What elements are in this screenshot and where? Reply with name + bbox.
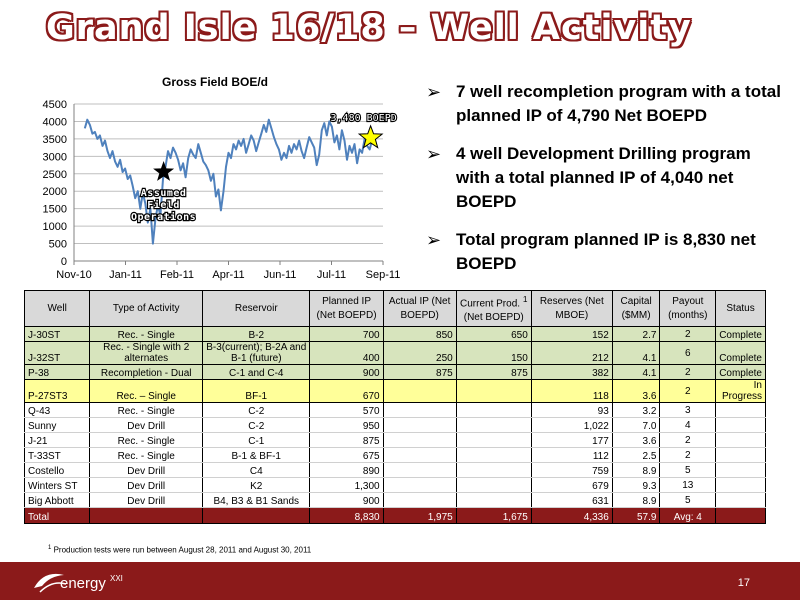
cell-capital: 8.9 bbox=[612, 493, 660, 508]
cell-reserves: 382 bbox=[531, 365, 612, 380]
bullet-text: 7 well recompletion program with a total planned IP of 4,790 Net BOEPD bbox=[456, 82, 781, 125]
cell-status bbox=[716, 403, 766, 418]
production-chart bbox=[0, 68, 420, 283]
y-tick-label: 0 bbox=[60, 256, 67, 268]
y-tick-label: 1000 bbox=[42, 221, 67, 234]
header-current-unit: (Net BOEPD) bbox=[463, 312, 524, 324]
cell-payout: 6 bbox=[660, 342, 716, 365]
cell-payout: 2 bbox=[660, 380, 716, 403]
cell-payout: 4 bbox=[660, 418, 716, 433]
bullet-list bbox=[426, 80, 786, 290]
cell-activity: Rec. - Single bbox=[90, 403, 203, 418]
logo-wordmark: energy bbox=[60, 575, 106, 592]
cell-actual bbox=[383, 380, 456, 403]
cell-well: Winters ST bbox=[25, 478, 90, 493]
cell-well: Big Abbott bbox=[25, 493, 90, 508]
cell-reservoir: C-2 bbox=[203, 418, 310, 433]
cell-activity: Rec. - Single bbox=[90, 433, 203, 448]
cell-reserves: 177 bbox=[531, 433, 612, 448]
bullet-item bbox=[426, 228, 786, 276]
table-row bbox=[25, 493, 766, 508]
cell-current: 650 bbox=[456, 327, 531, 342]
bullet-text: Total program planned IP is 8,830 net BOEPD bbox=[456, 230, 756, 273]
table-row bbox=[25, 365, 766, 380]
total-empty-cell bbox=[90, 508, 203, 524]
header-status: Status bbox=[716, 291, 766, 327]
cell-status bbox=[716, 433, 766, 448]
cell-capital: 2.5 bbox=[612, 448, 660, 463]
cell-activity: Rec. – Single bbox=[90, 380, 203, 403]
cell-planned: 1,300 bbox=[310, 478, 383, 493]
bullet-text: 4 well Development Drilling program with a total planned IP of 4,040 net BOEPD bbox=[456, 144, 751, 211]
cell-reserves: 631 bbox=[531, 493, 612, 508]
footnote bbox=[48, 545, 311, 555]
cell-payout: 13 bbox=[660, 478, 716, 493]
chart-title: Gross Field BOE/d bbox=[161, 75, 269, 89]
cell-current bbox=[456, 463, 531, 478]
cell-planned: 670 bbox=[310, 380, 383, 403]
y-axis-ticks bbox=[43, 99, 67, 268]
cell-current bbox=[456, 448, 531, 463]
cell-current bbox=[456, 380, 531, 403]
cell-planned: 900 bbox=[310, 365, 383, 380]
energy-xxi-logo bbox=[30, 566, 150, 596]
cell-well: J-30ST bbox=[25, 327, 90, 342]
cell-payout: 3 bbox=[660, 403, 716, 418]
x-tick-label: Jul-11 bbox=[316, 269, 347, 281]
cell-status: Complete bbox=[716, 327, 766, 342]
table-header-row bbox=[25, 291, 766, 327]
annotation-label: 3,480 BOEPD bbox=[330, 112, 397, 124]
cell-actual bbox=[383, 493, 456, 508]
cell-well: P-38 bbox=[25, 365, 90, 380]
x-tick-label: Sep-11 bbox=[365, 269, 401, 281]
bullet-item bbox=[426, 142, 786, 214]
chart-annotations bbox=[131, 113, 397, 223]
cell-capital: 3.6 bbox=[612, 380, 660, 403]
cell-planned: 570 bbox=[310, 403, 383, 418]
header-payout: Payout (months) bbox=[660, 291, 716, 327]
header-reservoir: Reservoir bbox=[203, 291, 310, 327]
cell-well: Sunny bbox=[25, 418, 90, 433]
table-row bbox=[25, 418, 766, 433]
cell-planned: 400 bbox=[310, 342, 383, 365]
header-current-label: Current Prod. bbox=[460, 298, 521, 310]
cell-activity: Dev Drill bbox=[90, 478, 203, 493]
table-row bbox=[25, 448, 766, 463]
total-actual: 1,975 bbox=[383, 508, 456, 524]
cell-actual bbox=[383, 418, 456, 433]
well-activity-table bbox=[24, 290, 766, 524]
x-tick-label: Feb-11 bbox=[159, 269, 195, 281]
y-tick-label: 500 bbox=[48, 238, 67, 251]
page-number: 17 bbox=[737, 577, 750, 589]
cell-planned: 890 bbox=[310, 463, 383, 478]
cell-reservoir: B-1 & BF-1 bbox=[203, 448, 310, 463]
cell-reservoir: K2 bbox=[203, 478, 310, 493]
cell-status: Complete bbox=[716, 365, 766, 380]
cell-well: Costello bbox=[25, 463, 90, 478]
cell-current bbox=[456, 478, 531, 493]
cell-status bbox=[716, 478, 766, 493]
annotation-label: Assumed bbox=[140, 188, 187, 200]
header-well: Well bbox=[25, 291, 90, 327]
series-line bbox=[85, 120, 372, 244]
cell-capital: 4.1 bbox=[612, 342, 660, 365]
cell-well: J-21 bbox=[25, 433, 90, 448]
header-current-prod bbox=[456, 291, 531, 327]
cell-current: 150 bbox=[456, 342, 531, 365]
cell-activity: Dev Drill bbox=[90, 493, 203, 508]
cell-current bbox=[456, 403, 531, 418]
cell-status bbox=[716, 493, 766, 508]
cell-payout: 5 bbox=[660, 493, 716, 508]
x-tick-label: Jun-11 bbox=[263, 269, 297, 281]
footnote-text: Production tests were run between August 28, 2011 and August 30, 2011 bbox=[53, 545, 312, 555]
cell-reservoir: C4 bbox=[203, 463, 310, 478]
cell-payout: 2 bbox=[660, 327, 716, 342]
cell-activity: Rec. - Single with 2 alternates bbox=[90, 342, 203, 365]
header-planned-ip: Planned IP (Net BOEPD) bbox=[310, 291, 383, 327]
y-tick-label: 1500 bbox=[42, 203, 67, 216]
x-axis-ticks bbox=[56, 261, 400, 281]
total-current: 1,675 bbox=[456, 508, 531, 524]
table-row bbox=[25, 380, 766, 403]
cell-status: In Progress bbox=[716, 380, 766, 403]
table-row bbox=[25, 327, 766, 342]
arrow-bullet-icon: ➢ bbox=[426, 82, 442, 103]
cell-current bbox=[456, 493, 531, 508]
y-tick-label: 3500 bbox=[42, 133, 67, 146]
cell-actual bbox=[383, 433, 456, 448]
cell-actual bbox=[383, 403, 456, 418]
table-row bbox=[25, 433, 766, 448]
total-capital: 57.9 bbox=[612, 508, 660, 524]
cell-status bbox=[716, 448, 766, 463]
cell-current bbox=[456, 433, 531, 448]
cell-reserves: 118 bbox=[531, 380, 612, 403]
cell-reserves: 112 bbox=[531, 448, 612, 463]
cell-reserves: 759 bbox=[531, 463, 612, 478]
cell-capital: 8.9 bbox=[612, 463, 660, 478]
cell-capital: 4.1 bbox=[612, 365, 660, 380]
cell-reservoir: C-2 bbox=[203, 403, 310, 418]
cell-capital: 3.2 bbox=[612, 403, 660, 418]
header-reserves: Reserves (Net MBOE) bbox=[531, 291, 612, 327]
header-activity: Type of Activity bbox=[90, 291, 203, 327]
cell-status bbox=[716, 463, 766, 478]
cell-reservoir: B-3(current); B-2A and B-1 (future) bbox=[203, 342, 310, 365]
cell-capital: 7.0 bbox=[612, 418, 660, 433]
cell-reservoir: C-1 bbox=[203, 433, 310, 448]
cell-activity: Rec. - Single bbox=[90, 448, 203, 463]
cell-capital: 2.7 bbox=[612, 327, 660, 342]
y-tick-label: 2000 bbox=[42, 186, 67, 199]
cell-reservoir: BF-1 bbox=[203, 380, 310, 403]
arrow-bullet-icon: ➢ bbox=[426, 230, 442, 251]
table-row bbox=[25, 463, 766, 478]
table-row bbox=[25, 403, 766, 418]
annotation-label: Operations bbox=[131, 212, 197, 224]
total-empty-cell bbox=[716, 508, 766, 524]
cell-actual: 250 bbox=[383, 342, 456, 365]
cell-current: 875 bbox=[456, 365, 531, 380]
total-reserves: 4,336 bbox=[531, 508, 612, 524]
y-tick-label: 4500 bbox=[42, 99, 67, 111]
cell-reserves: 152 bbox=[531, 327, 612, 342]
cell-status bbox=[716, 418, 766, 433]
header-actual-ip: Actual IP (Net BOEPD) bbox=[383, 291, 456, 327]
annotation-label: Field bbox=[147, 200, 180, 212]
cell-current bbox=[456, 418, 531, 433]
bullet-item bbox=[426, 80, 786, 128]
y-tick-label: 2500 bbox=[42, 168, 67, 181]
cell-activity: Rec. - Single bbox=[90, 327, 203, 342]
cell-activity: Dev Drill bbox=[90, 463, 203, 478]
table-total-row bbox=[25, 508, 766, 524]
cell-well: P-27ST3 bbox=[25, 380, 90, 403]
cell-actual bbox=[383, 463, 456, 478]
arrow-bullet-icon: ➢ bbox=[426, 144, 442, 165]
cell-actual bbox=[383, 478, 456, 493]
total-planned: 8,830 bbox=[310, 508, 383, 524]
cell-activity: Dev Drill bbox=[90, 418, 203, 433]
cell-planned: 675 bbox=[310, 448, 383, 463]
total-well: Total bbox=[25, 508, 90, 524]
total-payout: Avg: 4 bbox=[660, 508, 716, 524]
cell-activity: Recompletion - Dual bbox=[90, 365, 203, 380]
cell-well: J-32ST bbox=[25, 342, 90, 365]
cell-reserves: 93 bbox=[531, 403, 612, 418]
x-tick-label: Nov-10 bbox=[56, 269, 92, 281]
cell-planned: 950 bbox=[310, 418, 383, 433]
cell-actual: 875 bbox=[383, 365, 456, 380]
cell-reserves: 679 bbox=[531, 478, 612, 493]
table-row bbox=[25, 342, 766, 365]
x-tick-label: Jan-11 bbox=[109, 269, 142, 281]
header-capital: Capital ($MM) bbox=[612, 291, 660, 327]
total-empty-cell bbox=[203, 508, 310, 524]
header-current-footnote-ref: 1 bbox=[522, 294, 528, 304]
cell-capital: 9.3 bbox=[612, 478, 660, 493]
slide-title: Grand Isle 16/18 – Well Activity bbox=[46, 8, 692, 48]
cell-payout: 5 bbox=[660, 463, 716, 478]
footnote-marker: 1 bbox=[48, 545, 52, 551]
cell-well: T-33ST bbox=[25, 448, 90, 463]
cell-payout: 2 bbox=[660, 433, 716, 448]
cell-reservoir: C-1 and C-4 bbox=[203, 365, 310, 380]
x-tick-label: Apr-11 bbox=[212, 269, 245, 281]
cell-actual bbox=[383, 448, 456, 463]
chart-series bbox=[85, 120, 372, 244]
cell-status: Complete bbox=[716, 342, 766, 365]
cell-planned: 900 bbox=[310, 493, 383, 508]
cell-capital: 3.6 bbox=[612, 433, 660, 448]
cell-reserves: 1,022 bbox=[531, 418, 612, 433]
cell-planned: 700 bbox=[310, 327, 383, 342]
cell-actual: 850 bbox=[383, 327, 456, 342]
cell-reserves: 212 bbox=[531, 342, 612, 365]
cell-reservoir: B4, B3 & B1 Sands bbox=[203, 493, 310, 508]
table-row bbox=[25, 478, 766, 493]
cell-reservoir: B-2 bbox=[203, 327, 310, 342]
logo-suffix: XXI bbox=[110, 574, 123, 583]
cell-payout: 2 bbox=[660, 448, 716, 463]
y-tick-label: 3000 bbox=[42, 151, 67, 164]
y-tick-label: 4000 bbox=[42, 116, 67, 129]
cell-planned: 875 bbox=[310, 433, 383, 448]
cell-well: Q-43 bbox=[25, 403, 90, 418]
cell-payout: 2 bbox=[660, 365, 716, 380]
chart-gridlines bbox=[74, 104, 383, 261]
